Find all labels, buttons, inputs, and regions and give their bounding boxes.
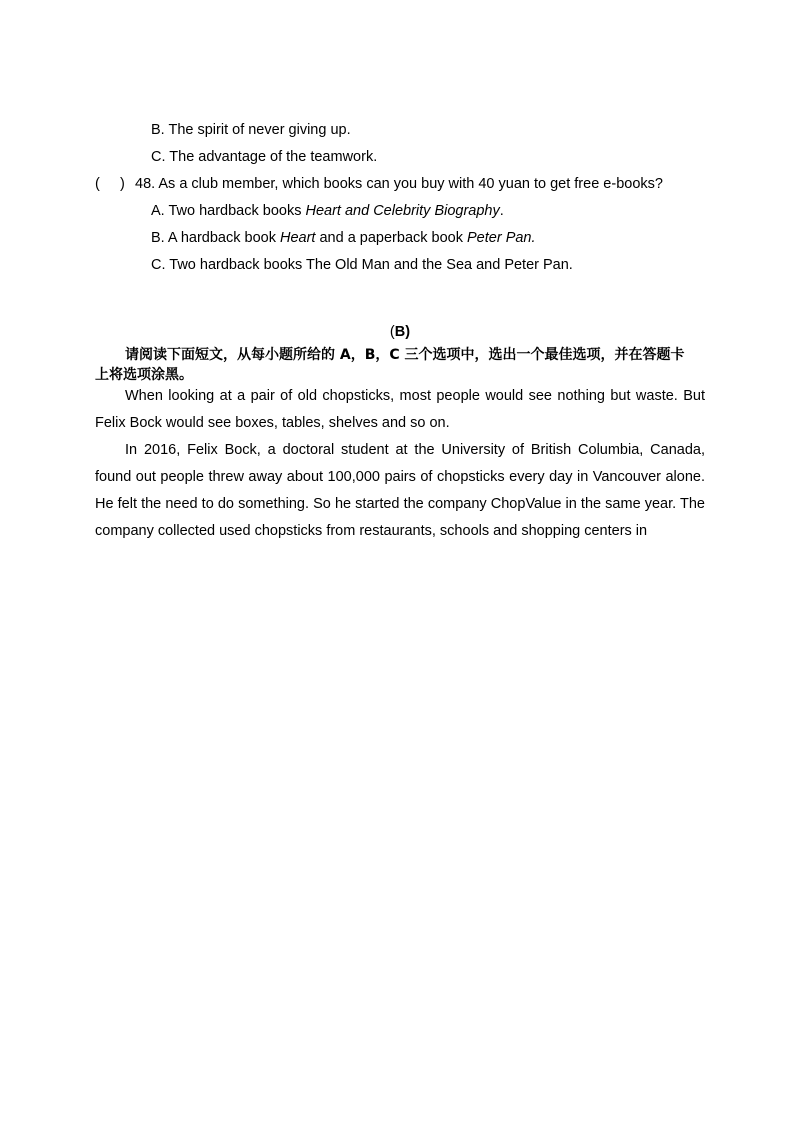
answer-paren-open: ( bbox=[95, 176, 100, 192]
section-paren-open: ( bbox=[389, 324, 395, 340]
q48-stem bbox=[95, 174, 663, 194]
q47-option-c: C. The advantage of the teamwork. bbox=[151, 149, 378, 165]
q48-option-b-title1: Heart bbox=[279, 230, 316, 246]
instruction-line-2: 上将选项涂黑。 bbox=[95, 367, 193, 383]
passage-paragraph-2: In 2016, Felix Bock, a doctoral student at the University of British Columbia, Canada, found out people threw away about 100,000 pairs of chopsticks every day in Vancouver alone. He felt the need to do something. So he started the company ChopValue in the same year. The company collected used chopsticks from restaurants, schools and shopping centers in bbox=[95, 442, 705, 539]
section-heading bbox=[0, 322, 800, 342]
q48-option-b-title2: Peter Pan. bbox=[467, 230, 536, 246]
q48-option-a-period: . bbox=[499, 203, 504, 219]
answer-paren-close: ) bbox=[120, 176, 125, 192]
section-letter: B bbox=[394, 324, 406, 340]
section-paren-close: ) bbox=[405, 324, 411, 340]
q48-option-b-text: B. A hardback book bbox=[151, 230, 280, 246]
instruction-line-1: 请阅读下面短文，从每小题所给的 A，B，C 三个选项中，选出一个最佳选项，并在答题卡 bbox=[125, 347, 685, 363]
q48-option-a bbox=[151, 201, 504, 221]
q48-option-b-middle: and a paperback book bbox=[315, 230, 468, 246]
q48-option-b bbox=[151, 228, 536, 248]
passage-paragraph-1: When looking at a pair of old chopsticks, most people would see nothing but waste. But Felix Bock would see boxes, tables, shelves and so on. bbox=[95, 388, 705, 431]
q48-option-c: C. Two hardback books The Old Man and the Sea and Peter Pan. bbox=[151, 257, 573, 273]
answer-blank[interactable] bbox=[95, 174, 135, 194]
q48-option-a-text: A. Two hardback books bbox=[151, 203, 306, 219]
q48-question-text: 48. As a club member, which books can you buy with 40 yuan to get free e-books? bbox=[135, 176, 663, 192]
q48-option-a-titles: Heart and Celebrity Biography bbox=[305, 203, 500, 219]
q47-option-b: B. The spirit of never giving up. bbox=[151, 122, 351, 138]
